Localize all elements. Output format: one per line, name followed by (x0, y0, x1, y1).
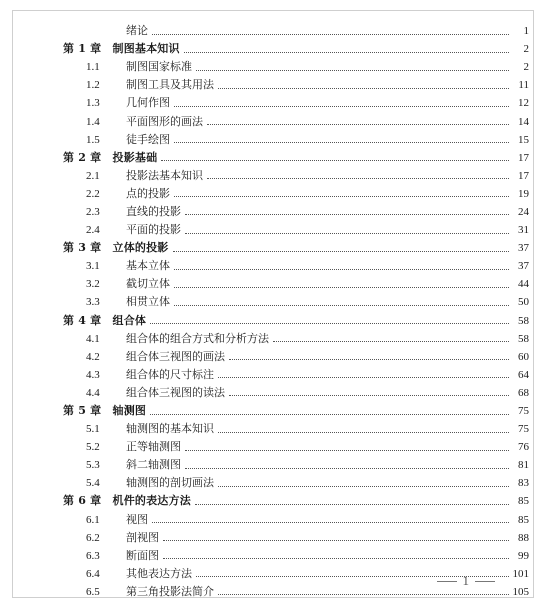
toc-chapter-entry[interactable] (63, 402, 529, 420)
toc-section-entry[interactable] (63, 203, 529, 221)
toc-entry-page: 64 (518, 368, 529, 381)
toc-entry-page: 37 (518, 242, 529, 255)
toc-entry-number: 4.2 (86, 350, 100, 363)
toc-entry-number: 6.3 (86, 549, 100, 562)
toc-dot-leader (207, 178, 509, 179)
toc-entry-page: 2 (523, 43, 529, 56)
toc-entry-number: 5.1 (86, 423, 100, 436)
toc-entry-page: 14 (518, 115, 529, 128)
toc-entry-number: 3.3 (86, 296, 100, 309)
toc-section-entry[interactable] (63, 76, 529, 94)
toc-section-entry[interactable] (63, 366, 529, 384)
toc-entry-page: 2 (523, 61, 529, 74)
toc-dot-leader (218, 377, 509, 378)
toc-section-entry[interactable] (63, 94, 529, 112)
toc-entry-page: 76 (518, 441, 529, 454)
toc-chapter-entry[interactable] (63, 149, 529, 167)
toc-section-entry[interactable] (63, 511, 529, 529)
toc-section-entry[interactable] (63, 112, 529, 130)
toc-entry-title: 第 4 章 组合体 (63, 313, 147, 327)
toc-entry-number: 6.5 (86, 585, 100, 598)
toc-dot-leader (150, 323, 509, 324)
toc-chapter-entry[interactable] (63, 312, 529, 330)
toc-dot-leader (174, 106, 509, 107)
toc-entry-title: 第 2 章 投影基础 (63, 150, 158, 164)
toc-dot-leader (163, 540, 509, 541)
toc-entry-page: 11 (518, 79, 529, 92)
toc-dot-leader (218, 88, 509, 89)
toc-dot-leader (229, 395, 509, 396)
toc-entry-page: 12 (518, 97, 529, 110)
toc-entry-number: 2.1 (86, 169, 100, 182)
footer-page-number: 1 (462, 573, 469, 588)
toc-section-entry[interactable] (63, 22, 529, 40)
toc-entry-page: 101 (512, 567, 529, 580)
toc-section-entry[interactable] (63, 456, 529, 474)
toc-entry-title: 制图工具及其用法 (126, 78, 214, 92)
toc-section-entry[interactable] (63, 384, 529, 402)
toc-entry-page: 17 (518, 169, 529, 182)
toc-dot-leader (163, 558, 509, 559)
toc-dot-leader (174, 287, 509, 288)
toc-entry-title: 第 3 章 立体的投影 (63, 241, 169, 255)
toc-entry-number: 6.1 (86, 513, 100, 526)
toc-section-entry[interactable] (63, 420, 529, 438)
toc-section-entry[interactable] (63, 257, 529, 275)
toc-entry-title: 组合体的尺寸标注 (126, 367, 214, 381)
toc-dot-leader (174, 142, 509, 143)
toc-dot-leader (174, 269, 509, 270)
toc-entry-title: 徒手绘图 (126, 132, 170, 146)
toc-entry-title: 截切立体 (126, 277, 170, 291)
toc-section-entry[interactable] (63, 293, 529, 311)
toc-dot-leader (195, 504, 509, 505)
toc-entry-title: 组合体三视图的画法 (126, 349, 225, 363)
toc-entry-number: 4.1 (86, 332, 100, 345)
toc-entry-number: 2.2 (86, 187, 100, 200)
toc-dot-leader (152, 522, 509, 523)
toc-section-entry[interactable] (63, 185, 529, 203)
toc-entry-title: 断面图 (126, 548, 159, 562)
toc-section-entry[interactable] (63, 58, 529, 76)
toc-entry-page: 85 (518, 495, 529, 508)
toc-entry-number: 4.4 (86, 386, 100, 399)
toc-entry-title: 其他表达方法 (126, 566, 192, 580)
toc-entry-page: 85 (518, 513, 529, 526)
toc-section-entry[interactable] (63, 474, 529, 492)
toc-entry-title: 斜二轴测图 (126, 458, 181, 472)
toc-entry-title: 点的投影 (126, 186, 170, 200)
toc-entry-title: 基本立体 (126, 259, 170, 273)
toc-entry-number: 5.2 (86, 441, 100, 454)
toc-entry-number: 2.3 (86, 205, 100, 218)
document-page (12, 10, 534, 598)
table-of-contents (63, 22, 529, 601)
toc-dot-leader (185, 468, 509, 469)
toc-dot-leader (218, 432, 509, 433)
toc-chapter-entry[interactable] (63, 40, 529, 58)
toc-chapter-entry[interactable] (63, 492, 529, 510)
toc-entry-page: 75 (518, 423, 529, 436)
toc-entry-page: 68 (518, 386, 529, 399)
toc-entry-title: 第 5 章 轴测图 (63, 404, 147, 418)
toc-section-entry[interactable] (63, 275, 529, 293)
toc-entry-title: 平面图形的画法 (126, 114, 203, 128)
toc-section-entry[interactable] (63, 438, 529, 456)
toc-entry-title: 第三角投影法简介 (126, 584, 214, 598)
toc-entry-page: 105 (512, 585, 529, 598)
toc-entry-page: 37 (518, 260, 529, 273)
toc-section-entry[interactable] (63, 529, 529, 547)
toc-entry-number: 5.3 (86, 459, 100, 472)
toc-entry-title: 第 1 章 制图基本知识 (63, 42, 180, 56)
toc-entry-page: 1 (523, 25, 529, 38)
toc-section-entry[interactable] (63, 167, 529, 185)
toc-entry-page: 88 (518, 531, 529, 544)
toc-entry-title: 相贯立体 (126, 295, 170, 309)
toc-entry-number: 1.1 (86, 61, 100, 74)
toc-entry-page: 60 (518, 350, 529, 363)
toc-entry-title: 第 6 章 机件的表达方法 (63, 494, 191, 508)
toc-entry-page: 44 (518, 278, 529, 291)
toc-entry-number: 5.4 (86, 477, 100, 490)
toc-dot-leader (174, 196, 509, 197)
toc-entry-number: 1.4 (86, 115, 100, 128)
toc-entry-number: 6.2 (86, 531, 100, 544)
toc-entry-number: 3.2 (86, 278, 100, 291)
footer-dash-left (437, 581, 457, 582)
toc-entry-page: 24 (518, 205, 529, 218)
toc-entry-page: 50 (518, 296, 529, 309)
toc-entry-title: 轴测图的基本知识 (126, 422, 214, 436)
page-footer (431, 573, 502, 589)
toc-section-entry[interactable] (63, 330, 529, 348)
toc-entry-number: 2.4 (86, 224, 100, 237)
toc-dot-leader (229, 359, 509, 360)
toc-entry-title: 正等轴测图 (126, 440, 181, 454)
toc-entry-page: 31 (518, 224, 529, 237)
toc-entry-number: 3.1 (86, 260, 100, 273)
toc-entry-title: 制图国家标准 (126, 60, 192, 74)
toc-entry-page: 83 (518, 477, 529, 490)
toc-entry-title: 组合体的组合方式和分析方法 (126, 331, 269, 345)
toc-dot-leader (218, 486, 509, 487)
toc-dot-leader (207, 124, 509, 125)
toc-entry-title: 投影法基本知识 (126, 168, 203, 182)
toc-entry-page: 17 (518, 151, 529, 164)
toc-dot-leader (173, 251, 509, 252)
toc-entry-title: 剖视图 (126, 530, 159, 544)
toc-entry-page: 19 (518, 187, 529, 200)
toc-entry-page: 75 (518, 405, 529, 418)
toc-dot-leader (218, 594, 509, 595)
toc-section-entry[interactable] (63, 348, 529, 366)
toc-chapter-entry[interactable] (63, 239, 529, 257)
toc-entry-number: 1.5 (86, 133, 100, 146)
toc-section-entry[interactable] (63, 131, 529, 149)
toc-entry-number: 1.3 (86, 97, 100, 110)
toc-entry-title: 几何作图 (126, 96, 170, 110)
toc-dot-leader (185, 450, 509, 451)
toc-entry-number: 4.3 (86, 368, 100, 381)
toc-dot-leader (185, 214, 509, 215)
footer-dash-right (475, 581, 495, 582)
toc-entry-page: 58 (518, 332, 529, 345)
toc-dot-leader (273, 341, 509, 342)
toc-dot-leader (196, 70, 509, 71)
toc-dot-leader (152, 34, 509, 35)
toc-section-entry[interactable] (63, 221, 529, 239)
toc-dot-leader (185, 233, 509, 234)
toc-dot-leader (150, 414, 509, 415)
toc-entry-title: 绪论 (126, 24, 148, 38)
toc-entry-page: 81 (518, 459, 529, 472)
toc-entry-number: 6.4 (86, 567, 100, 580)
toc-entry-title: 视图 (126, 512, 148, 526)
toc-entry-page: 99 (518, 549, 529, 562)
toc-dot-leader (161, 160, 509, 161)
toc-entry-number: 1.2 (86, 79, 100, 92)
toc-dot-leader (184, 52, 509, 53)
toc-section-entry[interactable] (63, 547, 529, 565)
toc-entry-page: 15 (518, 133, 529, 146)
toc-entry-title: 轴测图的剖切画法 (126, 476, 214, 490)
toc-entry-page: 58 (518, 314, 529, 327)
toc-entry-title: 平面的投影 (126, 223, 181, 237)
toc-entry-title: 直线的投影 (126, 204, 181, 218)
toc-dot-leader (174, 305, 509, 306)
toc-entry-title: 组合体三视图的读法 (126, 385, 225, 399)
